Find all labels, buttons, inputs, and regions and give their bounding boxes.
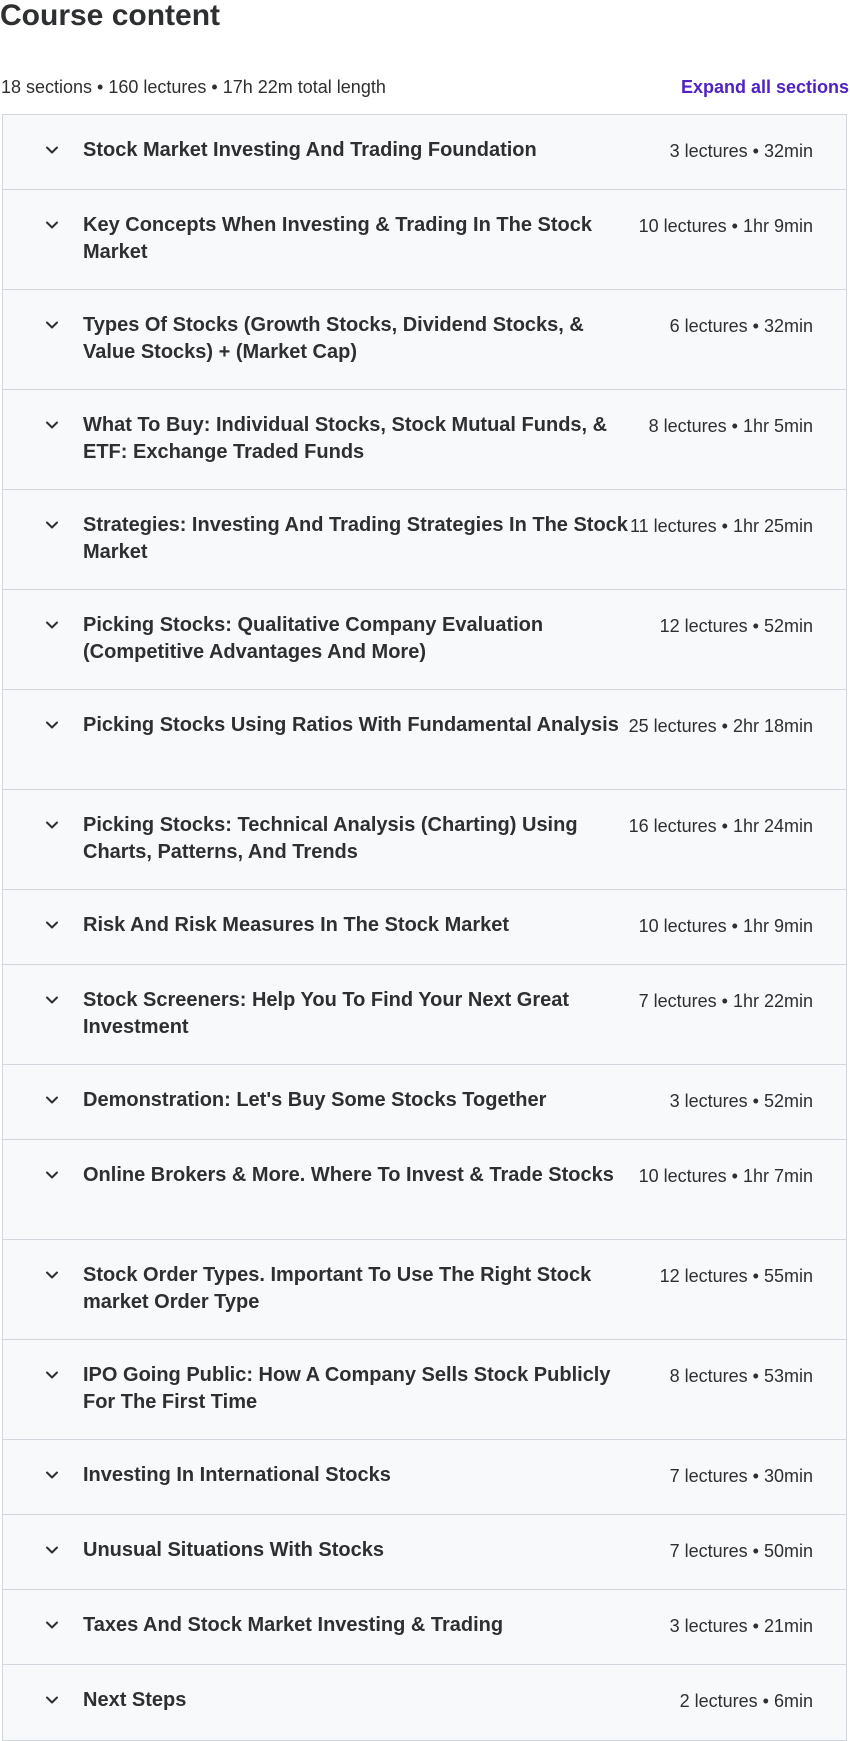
chevron-down-icon [43, 1466, 61, 1484]
section-row[interactable] [3, 115, 846, 190]
section-title: Picking Stocks Using Ratios With Fundamental Analysis [83, 714, 619, 736]
section-title: Online Brokers & More. Where To Invest & Trade Stocks [83, 1164, 614, 1186]
section-title: IPO Going Public: How A Company Sells Stock Publicly For The First Time [83, 1364, 611, 1413]
section-row[interactable] [3, 1590, 846, 1665]
page-title: Course content [0, 0, 221, 32]
section-row[interactable] [3, 290, 846, 390]
section-title: Demonstration: Let's Buy Some Stocks Together [83, 1089, 547, 1111]
chevron-down-icon [43, 141, 61, 159]
section-row[interactable] [3, 490, 846, 590]
section-meta: 12 lectures • 55min [659, 1266, 813, 1286]
section-title: Picking Stocks: Qualitative Company Evaluation (Competitive Advantages And More) [83, 614, 544, 663]
section-title: Stock Order Types. Important To Use The Right Stock market Order Type [83, 1264, 592, 1313]
chevron-down-icon [43, 716, 61, 734]
chevron-down-icon [43, 1691, 61, 1709]
section-meta: 3 lectures • 52min [669, 1091, 813, 1111]
section-meta: 7 lectures • 50min [669, 1541, 813, 1561]
section-title: Stock Screeners: Help You To Find Your Next Great Investment [83, 989, 570, 1038]
section-title: Investing In International Stocks [83, 1464, 391, 1486]
section-meta: 3 lectures • 21min [669, 1616, 813, 1636]
section-meta: 16 lectures • 1hr 24min [628, 816, 813, 836]
section-row[interactable] [3, 190, 846, 290]
section-row[interactable] [3, 1065, 846, 1140]
section-title: Picking Stocks: Technical Analysis (Charting) Using Charts, Patterns, And Trends [83, 814, 578, 863]
section-row[interactable] [3, 1240, 846, 1340]
section-meta: 11 lectures • 1hr 25min [629, 516, 813, 536]
chevron-down-icon [43, 1091, 61, 1109]
section-row[interactable] [3, 390, 846, 490]
section-title: Key Concepts When Investing & Trading In The Stock Market [83, 214, 592, 263]
section-meta: 10 lectures • 1hr 9min [638, 916, 813, 936]
chevron-down-icon [43, 516, 61, 534]
chevron-down-icon [43, 1266, 61, 1284]
chevron-down-icon [43, 1541, 61, 1559]
section-meta: 7 lectures • 30min [669, 1466, 813, 1486]
section-row[interactable] [3, 690, 846, 790]
section-row[interactable] [3, 1665, 846, 1740]
chevron-down-icon [43, 616, 61, 634]
section-row[interactable] [3, 590, 846, 690]
section-row[interactable] [3, 790, 846, 890]
chevron-down-icon [43, 216, 61, 234]
course-summary-row [0, 72, 849, 102]
section-meta: 7 lectures • 1hr 22min [638, 991, 813, 1011]
section-title: What To Buy: Individual Stocks, Stock Mutual Funds, & ETF: Exchange Traded Funds [83, 414, 608, 463]
section-title: Strategies: Investing And Trading Strategies In The Stock Market [83, 514, 628, 563]
section-meta: 25 lectures • 2hr 18min [628, 716, 813, 736]
chevron-down-icon [43, 1366, 61, 1384]
section-meta: 8 lectures • 1hr 5min [648, 416, 813, 436]
section-meta: 2 lectures • 6min [679, 1691, 813, 1711]
section-meta: 12 lectures • 52min [659, 616, 813, 636]
section-title: Types Of Stocks (Growth Stocks, Dividend Stocks, & Value Stocks) + (Market Cap) [83, 314, 584, 363]
section-title: Next Steps [83, 1689, 187, 1711]
section-title: Unusual Situations With Stocks [83, 1539, 384, 1561]
section-title: Taxes And Stock Market Investing & Trading [83, 1614, 504, 1636]
chevron-down-icon [43, 816, 61, 834]
section-meta: 10 lectures • 1hr 9min [638, 216, 813, 236]
section-meta: 8 lectures • 53min [669, 1366, 813, 1386]
sections-list [2, 114, 847, 1741]
chevron-down-icon [43, 316, 61, 334]
section-meta: 6 lectures • 32min [669, 316, 813, 336]
section-row[interactable] [3, 1140, 846, 1240]
section-row[interactable] [3, 965, 846, 1065]
section-title: Stock Market Investing And Trading Foundation [83, 139, 537, 161]
chevron-down-icon [43, 416, 61, 434]
section-row[interactable] [3, 1340, 846, 1440]
expand-all-sections-button[interactable]: Expand all sections [680, 76, 849, 97]
section-row[interactable] [3, 1440, 846, 1515]
section-row[interactable] [3, 1515, 846, 1590]
chevron-down-icon [43, 1166, 61, 1184]
section-meta: 3 lectures • 32min [669, 141, 813, 161]
chevron-down-icon [43, 916, 61, 934]
section-title: Risk And Risk Measures In The Stock Market [83, 914, 510, 936]
chevron-down-icon [43, 1616, 61, 1634]
course-summary: 18 sections • 160 lectures • 17h 22m total length [1, 76, 386, 97]
section-row[interactable] [3, 890, 846, 965]
section-meta: 10 lectures • 1hr 7min [638, 1166, 813, 1186]
chevron-down-icon [43, 991, 61, 1009]
